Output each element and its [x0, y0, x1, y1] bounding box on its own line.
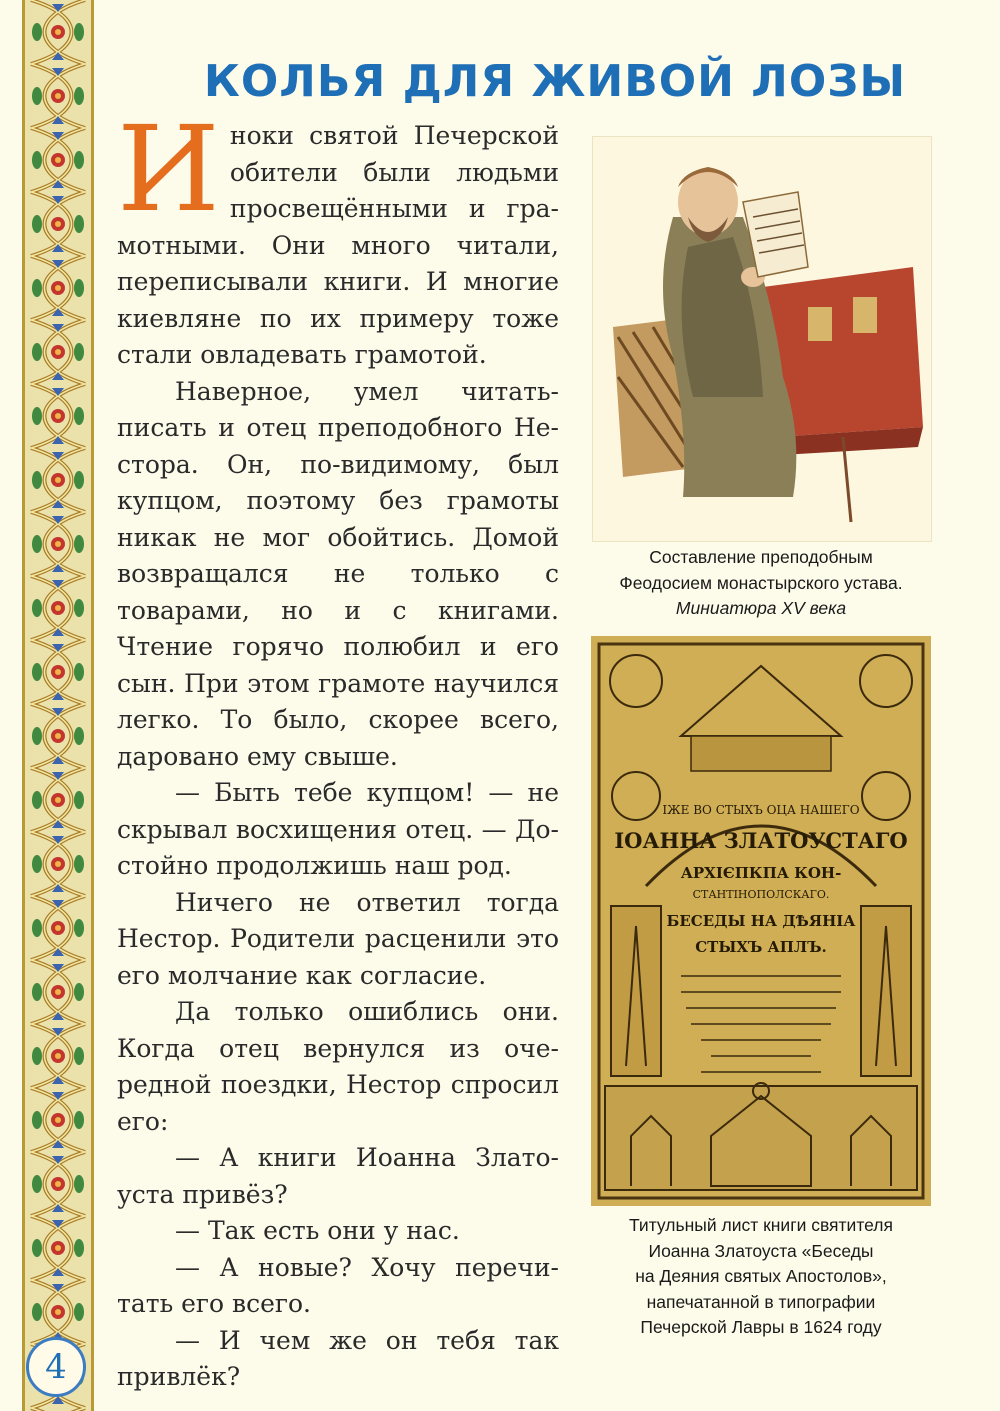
caption-line: напечатанной в типографии: [646, 1291, 876, 1312]
caption-line: Печерской Лавры в 1624 году: [640, 1317, 882, 1337]
title-line: ІОАННА ЗЛАТОУСТАГО: [614, 828, 908, 853]
drop-cap: И: [117, 100, 220, 238]
paragraph-5: Да только ошиблись они. Когда отец вернулся из очередной поездки, Нестор спросил его:: [117, 997, 559, 1136]
caption-line: на Деяния святых Апостолов»,: [635, 1266, 887, 1286]
paragraph-7: — Так есть они у нас.: [175, 1216, 460, 1245]
title-line: АРХІЄПКПА КОН-: [680, 864, 842, 882]
body-text: [117, 100, 559, 1396]
paragraph-2: Наверное, умел читать-писать и отец преподобного Нестора. Он, по-видимому, был купцом, поэтому без грамоты никак не мог обойтись. Домой возвращался не только с товарами, но и с книгами. Чтение горячо полюбил и его сын. При этом грамоте научился легко. То было, скорее всего, даровано ему свыше.: [117, 376, 559, 771]
ornamental-border: [22, 0, 94, 1411]
interlace-ornament: [25, 0, 91, 1411]
paragraph-4: Ничего не ответил тогда Нестор. Родители расценили это его молчание как согласие.: [117, 887, 559, 990]
caption-source: Миниатюра XV века: [675, 598, 847, 618]
miniature-caption: [586, 545, 936, 622]
caption-line: Феодосием монастырского устава.: [619, 572, 903, 593]
paragraph-6: — А книги Иоанна Златоуста привёз?: [117, 1143, 559, 1209]
paragraph-1: [117, 100, 559, 374]
title-line: БЕСЕДЫ НА ДѢЯНІА: [666, 912, 856, 930]
page-number: 4: [26, 1337, 86, 1397]
chapter-title: КОЛЬЯ ДЛЯ ЖИВОЙ ЛОЗЫ: [203, 56, 907, 107]
caption-line: Иоанна Златоуста «Беседы: [648, 1240, 874, 1261]
title-line: СТАНТІНОПОЛСКАГО.: [692, 888, 830, 901]
paragraph-3: — Быть тебе купцом! — не скрывал восхищения отец. — Достойно продолжишь наш род.: [117, 778, 559, 880]
paragraph-8: — А новые? Хочу перечитать его всего.: [117, 1252, 559, 1318]
title-line: СТЫХЪ АПЛЪ.: [695, 938, 827, 956]
caption-line: Составление преподобным: [649, 547, 873, 567]
caption-line: Титульный лист книги святителя: [629, 1215, 893, 1235]
engraved-title-page: [591, 636, 931, 1206]
miniature-illustration: [592, 136, 932, 542]
title-line: ІЖЕ ВО СТЫХЪ ОЦА НАШЕГО: [662, 803, 860, 817]
title-page-image: [591, 636, 931, 1206]
paragraph-9: — И чем же он тебя так привлёк?: [117, 1325, 559, 1391]
title-page-caption: [586, 1213, 936, 1341]
paragraph-1-text: ноки святой Печерской обители были людьми просвещёнными и грамотными. Они много читали, переписывали книги. И многие киевляне по их примеру тоже стали овладевать грамотой.: [117, 121, 559, 369]
monk-scribe-image: [593, 137, 931, 541]
